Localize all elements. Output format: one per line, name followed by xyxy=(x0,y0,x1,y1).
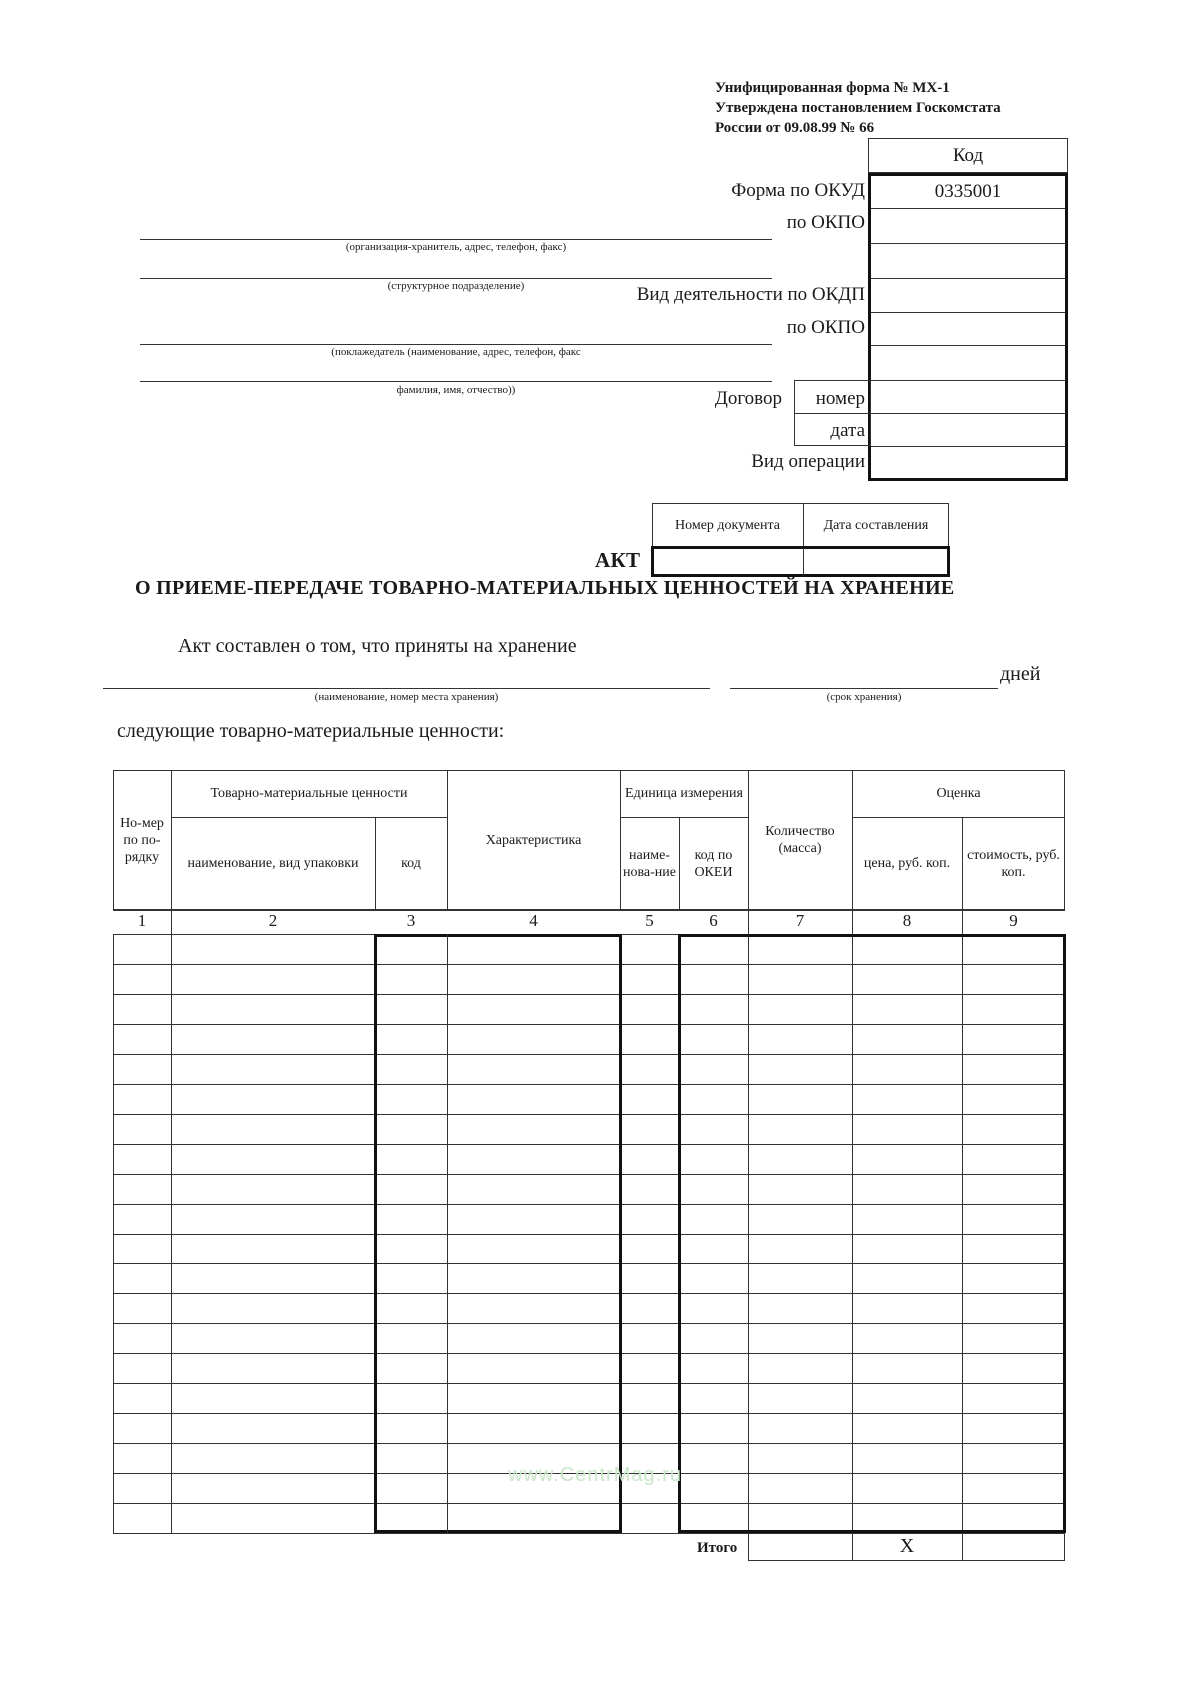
th-unit: Единица измерения xyxy=(625,786,743,801)
right-values-block xyxy=(678,934,1066,1533)
org-caption: (организация-хранитель, адрес, телефон, факс) xyxy=(345,241,567,253)
col-num-5: 5 xyxy=(645,911,654,930)
col-num-1: 1 xyxy=(137,911,147,930)
okpo-label: по ОКПО xyxy=(786,212,865,233)
doc-date-label: Дата составления xyxy=(823,517,929,533)
form-note-line1: Унифицированная форма № МХ-1 xyxy=(715,80,950,96)
col-num-7: 7 xyxy=(795,911,805,930)
col-num-9: 9 xyxy=(1009,911,1018,930)
contract-number-label: номер xyxy=(815,388,865,409)
okpo2-label: по ОКПО xyxy=(786,317,865,338)
days-label: дней xyxy=(1000,663,1041,685)
okud-label: Форма по ОКУД xyxy=(731,180,865,201)
th-number: Но-мер по по-рядку xyxy=(120,815,164,865)
th-cost: стоимость, руб. коп. xyxy=(967,847,1060,880)
watermark: www.CentrMag.ru xyxy=(508,1464,682,1486)
total-x-mark: Х xyxy=(899,1535,915,1557)
col-num-8: 8 xyxy=(902,911,912,930)
th-name: наименование, вид упаковки xyxy=(187,856,359,871)
contract-date-label: дата xyxy=(830,420,865,441)
total-label: Итого xyxy=(697,1540,738,1556)
code-header: Код xyxy=(868,138,1068,173)
storage-term-caption: (срок хранения) xyxy=(826,691,902,703)
th-quantity: Количество (масса) xyxy=(765,824,835,856)
th-code: код xyxy=(401,856,421,871)
code-char-block xyxy=(374,934,622,1533)
depositor-caption-2: фамилия, имя, отчество)) xyxy=(396,384,516,396)
th-evaluation: Оценка xyxy=(936,786,981,801)
col-num-3: 3 xyxy=(406,911,416,930)
th-okei: код по ОКЕИ xyxy=(694,847,733,880)
th-goods: Товарно-материальные ценности xyxy=(210,786,408,801)
act-title: АКТ xyxy=(595,548,641,572)
th-unit-name: наиме-нова-ние xyxy=(623,847,676,880)
col-num-4: 4 xyxy=(529,911,538,930)
th-price: цена, руб. коп. xyxy=(863,856,951,871)
following-text: следующие товарно-материальные ценности: xyxy=(117,720,505,742)
th-characteristic: Характеристика xyxy=(485,832,582,848)
okdp-label: Вид деятельности по ОКДП xyxy=(636,284,865,305)
col-num-2: 2 xyxy=(268,911,278,930)
form-note-line3: России от 09.08.99 № 66 xyxy=(715,120,875,136)
division-caption: (структурное подразделение) xyxy=(387,280,525,292)
operation-label: Вид операции xyxy=(751,451,865,472)
storage-place-caption: (наименование, номер места хранения) xyxy=(314,691,499,703)
col-num-6: 6 xyxy=(709,911,718,930)
form-note-line2: Утверждена постановлением Госкомстата xyxy=(715,100,1001,116)
okud-value[interactable]: 0335001 xyxy=(871,176,1065,209)
act-subtitle: О ПРИЕМЕ-ПЕРЕДАЧЕ ТОВАРНО-МАТЕРИАЛЬНЫХ ЦЕННОСТЕЙ НА ХРАНЕНИЕ xyxy=(135,577,955,599)
intro-text: Акт составлен о том, что приняты на хранение xyxy=(178,635,577,657)
doc-number-label: Номер документа xyxy=(674,517,781,533)
depositor-caption-1: (поклажедатель (наименование, адрес, телефон, факс xyxy=(331,346,581,358)
contract-label: Договор xyxy=(714,388,782,409)
